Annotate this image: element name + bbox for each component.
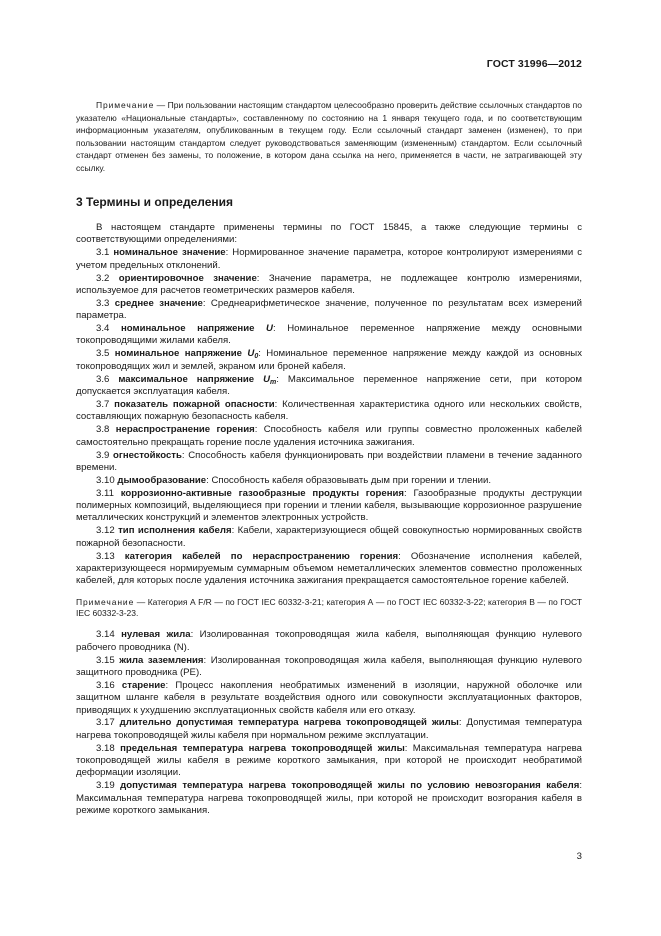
definition-term: жила заземления	[119, 654, 204, 666]
definition-item	[76, 525, 582, 550]
definition-text: : Газообразные продукты деструкции полимерных композиций, выделяющиеся при горении и тлении кабеля, вызывающие коррозионное разрушение металлических конструкций и элементов электронных устройств.	[76, 487, 583, 524]
definition-number: 3.12	[96, 525, 115, 537]
definition-number: 3.9	[96, 449, 110, 461]
definition-number: 3.8	[96, 424, 110, 436]
definition-term: огнестойкость	[113, 449, 182, 461]
definition-number: 3.18	[96, 742, 115, 754]
definition-number: 3.19	[96, 780, 115, 792]
definition-number: 3.3	[96, 297, 110, 309]
definition-term: длительно допустимая температура нагрева токопроводящей жилы	[119, 717, 459, 729]
definition-item	[76, 247, 582, 272]
definition-term: номинальное напряжение	[114, 348, 248, 360]
definition-text: : Кабели, характеризующиеся общей совокупностью нормированных свойств пожарной безопасности.	[76, 525, 582, 549]
definition-term: номинальное напряжение	[120, 323, 267, 335]
note-text: — При пользовании настоящим стандартом целесообразно проверить действие ссылочных стандартов по указателю «Национальные стандарты», составленному по состоянию на 1 января текущего года, и по соответствующим информационным указателям, опубликованным в текущем году. Если ссылочный стандарт заменен (изменен), то при пользовании настоящим стандартом следует руководствоваться заменяющим (измененным) стандартом. Если ссылочный стандарт отменен без замены, то положение, в котором дана ссылка на него, применяется в части, не затрагивающей эту ссылку.	[76, 100, 582, 173]
definition-term: тип исполнения кабеля	[118, 525, 232, 537]
definition-term: номинальное значение	[113, 247, 226, 259]
definition-number: 3.13	[96, 550, 115, 562]
definition-number: 3.11	[96, 487, 114, 499]
definition-text: : Максимальная температура нагрева токопроводящей жилы кабеля в режиме короткого замыкания, при которой не происходит необратимой деформации изоляции.	[76, 742, 582, 779]
reference-note	[76, 99, 582, 174]
definition-item	[76, 399, 582, 424]
definition-number: 3.10	[96, 474, 115, 486]
definition-text: : Количественная характеристика одного или нескольких свойств, составляющих пожарную безопасность кабеля.	[76, 398, 582, 423]
definition-term: допустимая температура нагрева токопроводящей жилы по условию невозгорания кабеля	[120, 780, 580, 792]
section-intro: В настоящем стандарте применены термины по ГОСТ 15845, а также следующие термины с соответствующими определениями:	[76, 222, 582, 246]
definition-term: категория кабелей по нераспространению горения	[124, 550, 399, 562]
definition-number: 3.16	[96, 679, 115, 691]
definition-text: : Способность кабеля образовывать дым при горении и тлении.	[206, 474, 492, 486]
page-content	[76, 83, 582, 817]
note-text: — Категория А F/R — по ГОСТ IEC 60332-3-21; категория А — по ГОСТ IEC 60332-3-22; категория В — по ГОСТ IEC 60332-3-23.	[76, 596, 582, 619]
definition-term: нераспространение горения	[115, 424, 255, 436]
definition-term: среднее значение	[114, 297, 203, 309]
definition-term: старение	[121, 679, 166, 691]
definition-number: 3.14	[96, 629, 115, 641]
definition-item	[76, 680, 582, 717]
definition-symbol: U	[266, 323, 273, 335]
definition-item	[76, 424, 582, 449]
definition-item	[76, 298, 582, 323]
definition-term: ориентировочное значение	[118, 272, 257, 284]
definition-text: : Нормированное значение параметра, которое контролируют измерениями с учетом предельных отклонений.	[76, 247, 583, 271]
definition-symbol: U	[263, 373, 271, 385]
definitions-list	[76, 247, 582, 587]
definition-item	[76, 273, 582, 298]
definition-number: 3.7	[96, 398, 110, 410]
definition-item	[76, 488, 582, 525]
definition-item	[76, 629, 582, 654]
definition-text: : Обозначение исполнения кабелей, характеризующееся нормируемым суммарным объемом неметаллических элементов совместно проложенных кабелей, для которых после удаления источника зажигания прекращается самостоятельное горение кабелей.	[76, 550, 582, 587]
definition-text: : Среднеарифметическое значение, полученное по результатам всех измерений параметра.	[76, 297, 582, 322]
definition-term: показатель пожарной опасности	[114, 398, 275, 410]
definition-text: : Процесс накопления необратимых изменений в изоляции, наружной оболочке или защитном шланге кабеля в результате воздействия одного или совокупности эксплуатационных факторов, приводящих к ухудшению эксплуатационных свойств кабеля или его отказу.	[76, 679, 582, 716]
definitions-list-continued	[76, 629, 582, 817]
definition-text: : Способность кабеля или группы совместно проложенных кабелей самостоятельно прекращать горение после удаления источника зажигания.	[76, 424, 582, 448]
page-number: 3	[576, 851, 582, 862]
definition-item	[76, 374, 582, 399]
definition-text: : Номинальное переменное напряжение между каждой из основных токопроводящих жил и землей, экраном или броней кабеля.	[76, 348, 582, 372]
definition-item	[76, 450, 582, 475]
definition-subscript: m	[270, 378, 277, 386]
definition-item	[76, 475, 582, 487]
definition-item	[76, 551, 582, 588]
definition-term: нулевая жила	[121, 629, 191, 641]
definition-text: : Способность кабеля функционировать при воздействии пламени в течение заданного времени.	[76, 449, 582, 473]
note-label: Примечание	[96, 100, 155, 110]
definition-number: 3.17	[96, 717, 115, 729]
definition-number: 3.6	[96, 373, 110, 385]
definition-number: 3.1	[96, 247, 110, 259]
definition-text: : Значение параметра, не подлежащее контролю измерениями, используемое для расчетов геометрических размеров кабеля.	[76, 272, 583, 296]
definition-number: 3.4	[96, 323, 110, 335]
document-code: ГОСТ 31996—2012	[486, 58, 582, 70]
definition-item	[76, 655, 582, 680]
note-label: Примечание	[76, 596, 135, 607]
definition-number: 3.5	[96, 348, 110, 360]
definition-term: максимальное напряжение	[118, 373, 264, 385]
definition-term: дымообразование	[117, 474, 207, 486]
definition-text: : Изолированная токопроводящая жила кабеля, выполняющая функцию нулевого защитного проводника (PE).	[76, 654, 583, 678]
definition-text: : Максимальное переменное напряжение сети, при котором допускается эксплуатация кабеля.	[76, 373, 582, 398]
category-note	[76, 597, 582, 621]
definition-subscript: 0	[254, 353, 259, 361]
definition-symbol: U	[247, 348, 255, 360]
definition-number: 3.15	[96, 654, 115, 666]
definition-term: предельная температура нагрева токопроводящей жилы	[120, 742, 405, 754]
definition-item	[76, 780, 582, 817]
definition-item	[76, 348, 582, 373]
definition-item	[76, 323, 582, 348]
definition-number: 3.2	[96, 272, 110, 284]
definition-item	[76, 717, 582, 742]
definition-item	[76, 743, 582, 780]
definition-text: : Максимальная температура нагрева токопроводящей жилы, при которой не происходит возгорания кабеля в режиме короткого замыкания.	[76, 780, 582, 817]
definition-text: : Допустимая температура нагрева токопроводящей жилы кабеля при нормальном режиме эксплуатации.	[76, 717, 583, 741]
definition-text: : Изолированная токопроводящая жила кабеля, выполняющая функцию нулевого рабочего проводника (N).	[76, 629, 583, 653]
definition-text: : Номинальное переменное напряжение между основными токопроводящими жилами кабеля.	[76, 323, 582, 347]
definition-term: коррозионно-активные газообразные продукты горения	[120, 487, 405, 499]
section-title: 3 Термины и определения	[76, 195, 234, 209]
